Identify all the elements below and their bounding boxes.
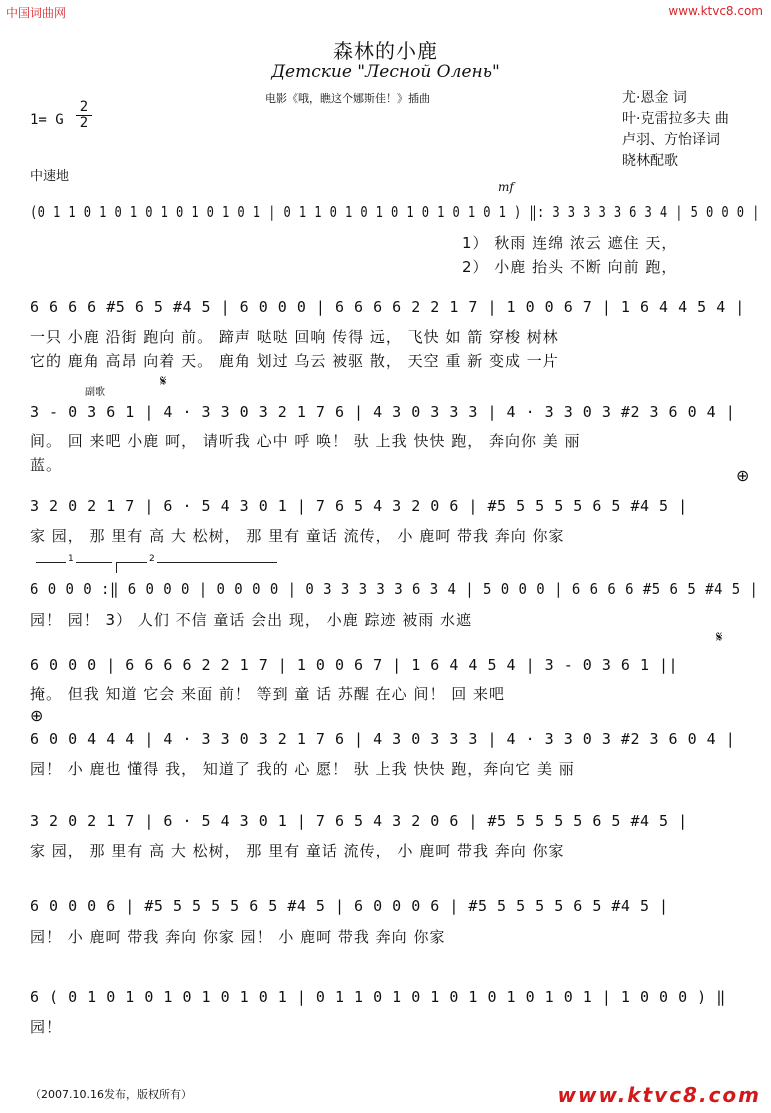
lyric-row-2-verse-2: 它的 鹿角 高昂 向着 天。 鹿角 划过 乌云 被驱 散， 天空 重 新 变成 一片 [30, 352, 559, 370]
watermark-logo[interactable]: www.ktvc8.com [557, 1083, 761, 1107]
coda-sign: ⊕ [736, 466, 750, 485]
staff-row-3: 3 - 0 3 6 1 | 4 · 3 3 0 3 2 1 7 6 | 4 3 0 3 3 3 | 4 · 3 3 0 3 #2 3 6 0 4 | [30, 403, 736, 421]
staff-row-10: 6 ( 0 1 0 1 0 1 0 1 0 1 0 1 | 0 1 1 0 1 0 1 0 1 0 1 0 1 0 1 | 1 0 0 0 ) ‖ [30, 988, 726, 1006]
lyric-row-3-verse-1: 间。 回 来吧 小鹿 呵， 请听我 心中 呼 唤！ 驮 上我 快快 跑， 奔向你 美 丽 [30, 432, 581, 450]
lyric-row-1-verse-2: 2） 小鹿 抬头 不断 向前 跑， [462, 258, 678, 276]
site-name-left[interactable]: 中国词曲网 [6, 6, 67, 20]
publish-note: （2007.10.16发布，版权所有） [30, 1088, 192, 1101]
time-signature-top: 2 [76, 100, 92, 116]
segno-sign-2: 𝄋 [716, 628, 723, 646]
site-url-right[interactable]: www.ktvc8.com [668, 4, 763, 18]
lyric-row-4: 家 园， 那 里有 高 大 松树， 那 里有 童话 流传， 小 鹿呵 带我 奔向 你家 [30, 527, 565, 545]
credit-translator: 卢羽、方怡译词 [622, 132, 720, 148]
lyric-row-7: 园！ 小 鹿也 懂得 我， 知道了 我的 心 愿！ 驮 上我 快快 跑，奔向它 美 丽 [30, 760, 575, 778]
time-signature [76, 100, 92, 131]
lyric-row-10: 园！ [30, 1018, 63, 1036]
chorus-label: 副歌 [85, 387, 105, 398]
staff-row-5: 6 0 0 0 :‖ 6 0 0 0 | 0 0 0 0 | 0 3 3 3 3 3 6 3 4 | 5 0 0 0 | 6 6 6 6 #5 6 5 #4 5 | [30, 580, 759, 598]
volta-bracket-1: 1 [36, 562, 112, 573]
song-title: 森林的小鹿 [333, 39, 438, 63]
staff-row-6: 6 0 0 0 | 6 6 6 6 2 2 1 7 | 1 0 0 6 7 | 1 6 4 4 5 4 | 3 - 0 3 6 1 || [30, 656, 679, 674]
volta-bracket-2: 2 [116, 562, 277, 573]
staff-row-4: 3 2 0 2 1 7 | 6 · 5 4 3 0 1 | 7 6 5 4 3 2 0 6 | #5 5 5 5 5 6 5 #4 5 | [30, 497, 688, 515]
credit-lyricist: 尤·恩金 词 [622, 90, 687, 106]
dynamic-marking: mf [498, 180, 514, 194]
lyric-row-5: 园！ 园！ 3） 人们 不信 童话 会出 现， 小鹿 踪迹 被雨 水遮 [30, 611, 472, 629]
staff-row-8: 3 2 0 2 1 7 | 6 · 5 4 3 0 1 | 7 6 5 4 3 2 0 6 | #5 5 5 5 5 6 5 #4 5 | [30, 812, 688, 830]
time-signature-bottom: 2 [79, 115, 89, 131]
coda-sign-2: ⊕ [30, 706, 44, 725]
staff-row-2: 6 6 6 6 #5 6 5 #4 5 | 6 0 0 0 | 6 6 6 6 2 2 1 7 | 1 0 0 6 7 | 1 6 4 4 5 4 | [30, 298, 745, 316]
segno-sign: 𝄋 [160, 372, 167, 390]
credit-arranger: 晓林配歌 [622, 153, 678, 169]
staff-row-9: 6 0 0 0 6 | #5 5 5 5 5 6 5 #4 5 | 6 0 0 0 6 | #5 5 5 5 5 6 5 #4 5 | [30, 897, 669, 915]
lyric-row-1-verse-1: 1） 秋雨 连绵 浓云 遮住 天， [462, 234, 678, 252]
lyric-row-9: 园！ 小 鹿呵 带我 奔向 你家 园！ 小 鹿呵 带我 奔向 你家 [30, 928, 446, 946]
tempo-marking: 中速地 [30, 169, 70, 184]
key-signature: 1= G [30, 112, 64, 128]
lyric-row-6: 掩。 但我 知道 它会 来面 前！ 等到 童 话 苏醒 在心 间！ 回 来吧 [30, 685, 505, 703]
credit-composer: 叶·克雷拉多夫 曲 [622, 111, 729, 127]
credits [622, 88, 729, 172]
lyric-row-2-verse-1: 一只 小鹿 沿街 跑向 前。 蹄声 哒哒 回响 传得 远， 飞快 如 箭 穿梭 树林 [30, 328, 559, 346]
lyric-row-8: 家 园， 那 里有 高 大 松树， 那 里有 童话 流传， 小 鹿呵 带我 奔向 你家 [30, 842, 565, 860]
film-note: 电影《哦，瞧这个娜斯佳！》插曲 [265, 92, 430, 105]
staff-row-7: 6 0 0 4 4 4 | 4 · 3 3 0 3 2 1 7 6 | 4 3 0 3 3 3 | 4 · 3 3 0 3 #2 3 6 0 4 | [30, 730, 736, 748]
song-subtitle: Детские "Лесной Олень" [271, 62, 500, 82]
staff-row-1: (0 1 1 0 1 0 1 0 1 0 1 0 1 0 1 | 0 1 1 0 1 0 1 0 1 0 1 0 1 0 1 ) ‖: 3 3 3 3 3 6 3 4 | 5 0 0 0 | [30, 203, 760, 221]
lyric-row-3-verse-2: 蓝。 [30, 456, 63, 474]
